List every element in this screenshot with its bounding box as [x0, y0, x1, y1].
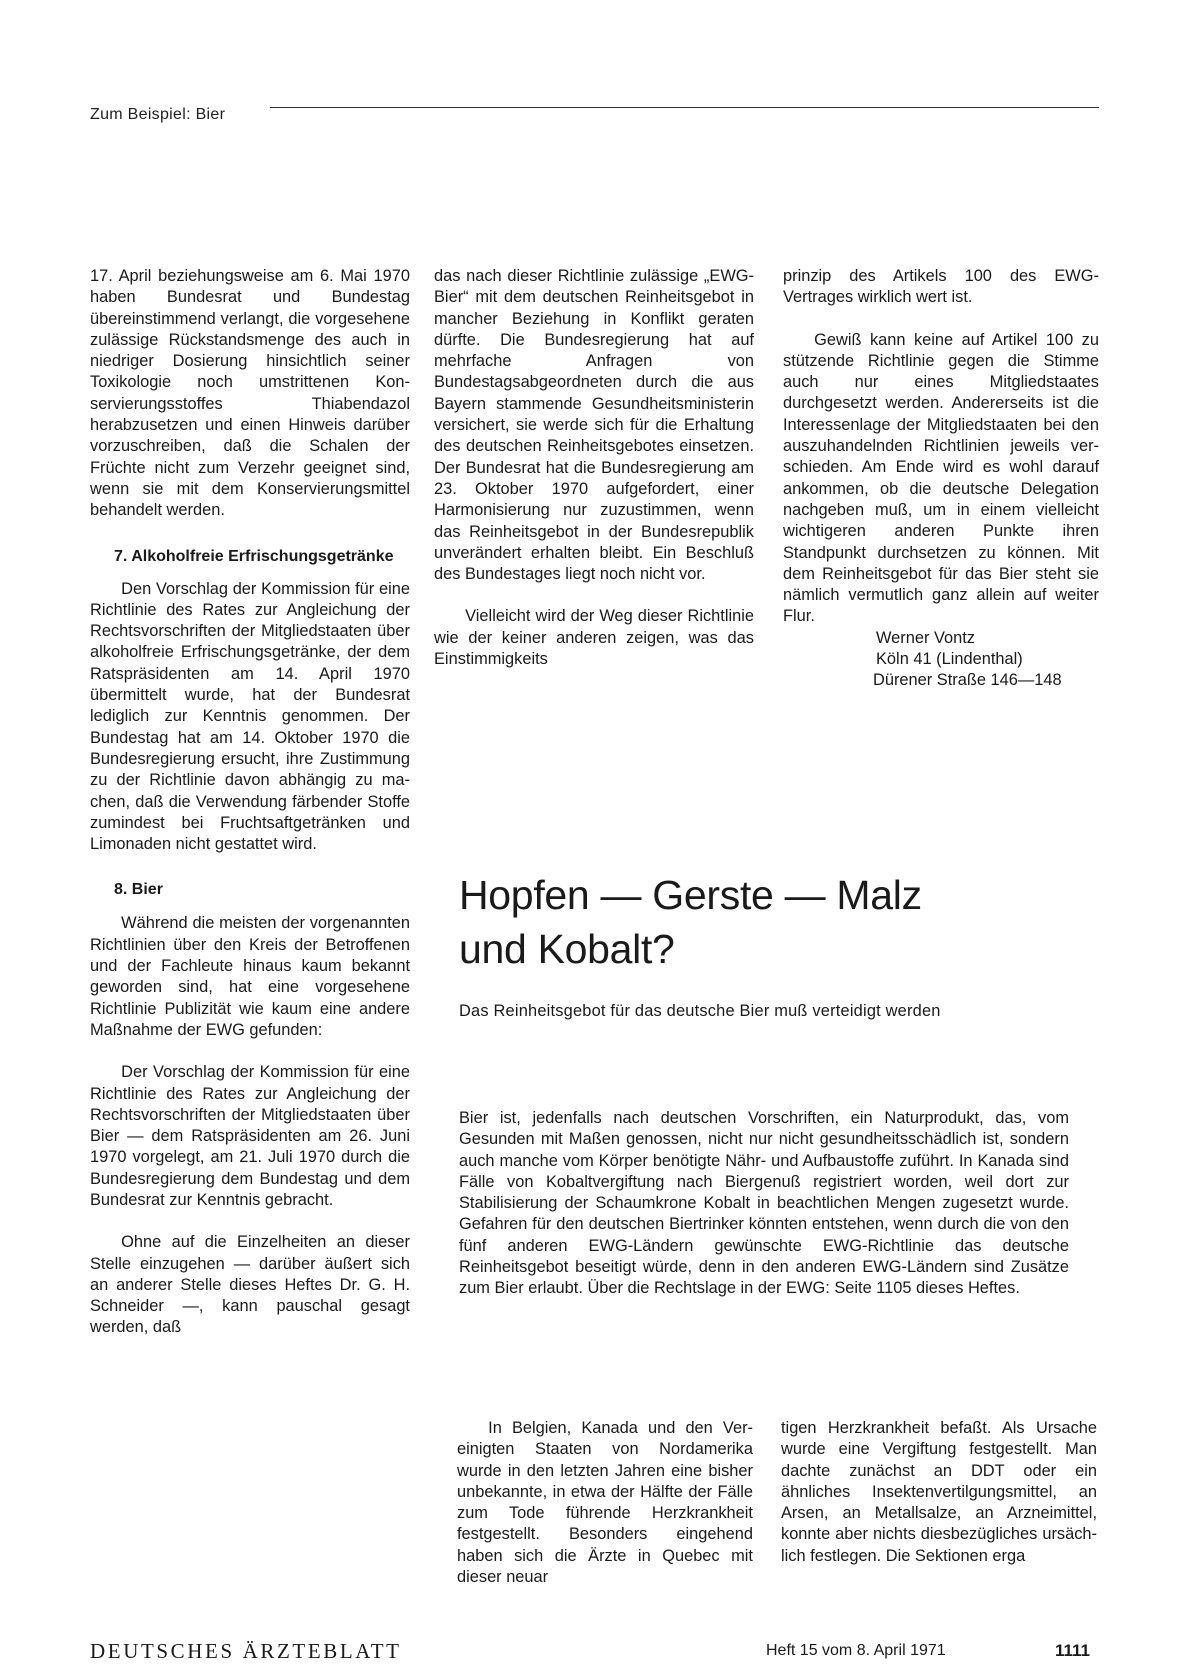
letter-signature — [783, 628, 1099, 692]
footer-issue: Heft 15 vom 8. April 1971 — [766, 1642, 946, 1659]
headline-line-2: und Kobalt? — [459, 926, 675, 972]
header-rule — [270, 107, 1099, 108]
paragraph: In Belgien, Kanada und den Vereinigten Staaten von Nordamerika wurde in den letzten Jahren eine bisher unbekannte, in etwa der Hälfte der Fälle zum Tode führende Herzkrankheit festgestellt. Besonders eingehend haben sich die Ärzte in Quebec mit dieser neuar — [457, 1419, 753, 1587]
paragraph: Vielleicht wird der Weg dieser Richtlinie wie der keiner anderen zeigen, was das Einstimmigkeits — [434, 607, 754, 669]
column-2 — [434, 266, 754, 670]
column-3 — [783, 266, 1099, 692]
intro-paragraph: Bier ist, jedenfalls nach deutschen Vorschriften, ein Naturprodukt, das, vom Gesunden mit Maßen genossen, nicht nur nicht gesundheitsschädlich ist, sondern auch manche vom Körper benötigte Nähr- und Aufbaustoffe zuführt. In Kanada sind Fälle von Kobaltvergiftung nach Biergenuß registriert worden, weil dort zur Stabilisierung der Schaumkrone Kobalt in beachtlichen Mengen zugesetzt wurde. Gefahren für den deutschen Biertrinker könnten entstehen, wenn durch die von den fünf anderen EWG-Ländern gewünschte EWG-Richtlinie das deutsche Reinheitsgebot beseitigt würde, denn in den anderen EWG-Ländern sind Zusätze zum Bier erlaubt. Über die Rechtslage in der EWG: Seite 1105 dieses Heftes. — [459, 1109, 1069, 1298]
paragraph: das nach dieser Richtlinie zulässige „EWG-Bier“ mit dem deutschen Reinheitsgebot in mancher Beziehung in Konflikt geraten dürfte. Die Bundesregierung hat auf mehrfache Anfragen von Bundestagsabgeordneten durch die aus Bayern stammende Gesundheitsministerin versichert, sie werde sich für die Erhaltung des deutschen Reinheitsgebotes einsetzen. Der Bundesrat hat die Bundesregierung am 23. Oktober 1970 aufgefordert, einer Harmonisierung nur zuzustimmen, wenn das Reinheitsgebot in der Bundesrepublik unverändert erhalten bleibt. Ein Beschluß des Bundestages liegt noch nicht vor. — [434, 267, 754, 584]
section-heading-8: 8. Bier — [114, 881, 163, 899]
author-street: Dürener Straße 146—148 — [873, 671, 1062, 690]
paragraph: Gewiß kann keine auf Artikel 100 zu stützende Richtlinie gegen die Stimme auch nur eines Mitgliedstaates durchgesetzt werden. Andererseits ist die Interessenlage der Mitgliedstaaten bei den auszuhandelnden Richtlinien jeweils verschieden. Am Ende wird es wohl darauf ankommen, ob die deutsche Delegation nachgeben muß, um in einem vielleicht wichtigeren anderen Punkte ihren Standpunkt durchsetzen zu können. Mit dem Reinheitsgebot für das Bier steht sie nämlich vermutlich ganz allein auf weiter Flur. — [783, 330, 1099, 626]
article-column-1 — [457, 1418, 753, 1588]
section-heading-7: 7. Alkoholfreie Erfrischungsgetränke — [114, 547, 394, 565]
article-intro — [459, 1108, 1069, 1300]
section-label: Zum Beispiel: Bier — [90, 106, 226, 123]
author-name: Werner Vontz — [876, 628, 975, 647]
footer-journal-name: DEUTSCHES ÄRZTEBLATT — [90, 1639, 402, 1663]
author-city: Köln 41 (Lindenthal) — [876, 650, 1023, 669]
article-column-2 — [781, 1418, 1097, 1567]
article-headline — [459, 868, 1099, 976]
footer-page-number: 1111 — [1055, 1641, 1091, 1660]
paragraph: prinzip des Artikels 100 des EWG-Vertrages wirklich wert ist. — [783, 267, 1099, 307]
paragraph: tigen Herzkrankheit befaßt. Als Ursache wurde eine Vergiftung festgestellt. Man dachte zunächst an DDT oder ein ähnliches Insektenvertilgungsmittel, an Arsen, an Metallsalze, an Arzneimittel, konnte aber nichts diesbezügliches ursächlich festlegen. Die Sektionen erga — [781, 1419, 1097, 1565]
paragraph: Ohne auf die Einzelheiten an dieser Stelle einzugehen — darüber äußert sich an anderer Stelle dieses Heftes Dr. G. H. Schneider —, kann pauschal gesagt werden, daß — [90, 1233, 410, 1337]
paragraph: Während die meisten der vorgenannten Richtlinien über den Kreis der Betroffenen und der Fachleute hinaus kaum bekannt geworden sind, hat eine vorgesehene Richtlinie Publizität wie kaum eine andere Maßnahme der EWG gefunden: — [90, 914, 410, 1039]
column-1 — [90, 266, 410, 1339]
paragraph: 17. April beziehungsweise am 6. Mai 1970 haben Bundesrat und Bundestag übereinstimmend verlangt, die vorgesehene zulässige Rückstandsmenge des auch in niedriger Dosierung hinsichtlich seiner Toxikologie noch umstrittenen Konservierungsstoffes Thiabendazol herabzusetzen und einen Hinweis darüber vorzuschreiben, daß die Schalen der Früchte nicht zum Verzehr geeignet sind, wenn sie mit dem Konservierungsmittel behandelt werden. — [90, 267, 410, 520]
headline-line-1: Hopfen — Gerste — Malz — [459, 872, 922, 918]
paragraph: Den Vorschlag der Kommission für eine Richtlinie des Rates zur Angleichung der Rechtsvorschriften der Mitgliedstaaten über alkoholfreie Erfrischungsgetränke, der dem Ratspräsidenten am 14. April 1970 übermittelt wurde, hat der Bundesrat lediglich zur Kenntnis genommen. Der Bundestag hat am 14. Oktober 1970 die Bundesregierung ersucht, ihre Zustimmung zu der Richtlinie davon abhängig zu machen, daß die Verwendung färbender Stoffe zumindest bei Fruchtsaftgetränken und Limonaden nicht gestattet wird. — [90, 579, 410, 854]
article-subheadline: Das Reinheitsgebot für das deutsche Bier muß verteidigt werden — [459, 1002, 941, 1020]
paragraph: Der Vorschlag der Kommission für eine Richtlinie des Rates zur Angleichung der Rechtsvorschriften der Mitgliedstaaten über Bier — dem Ratspräsidenten am 26. Juni 1970 vorgelegt, am 21. Juli 1970 durch die Bundesregierung dem Bundestag und dem Bundesrat zur Kenntnis gebracht. — [90, 1063, 410, 1209]
